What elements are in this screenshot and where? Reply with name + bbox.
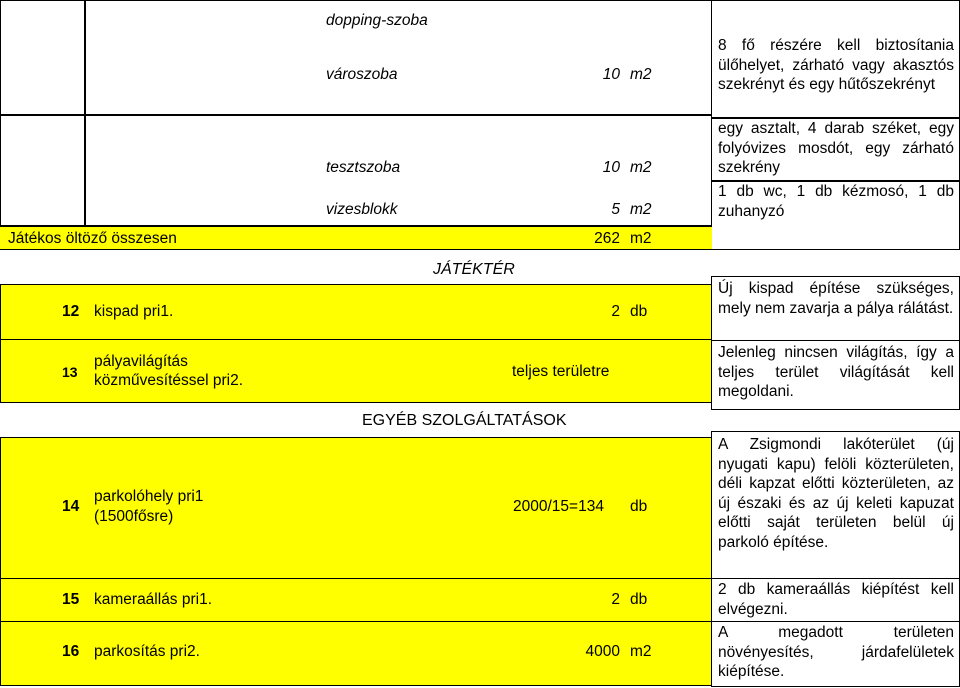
vizesblokk-unit: m2 <box>630 201 652 218</box>
section-egyeb: EGYÉB SZOLGÁLTATÁSOK <box>362 412 567 429</box>
vizesblokk-label: vizesblokk <box>326 201 398 218</box>
row-13-desc: Jelenleg nincsen világítás, így a teljes terület világítását kell megoldani. <box>718 344 954 400</box>
row-15-number: 15 <box>62 591 80 608</box>
tesztszoba-label: tesztszoba <box>326 159 401 176</box>
varoszoba-label: városzoba <box>326 66 398 83</box>
upper-desc-3: 1 db wc, 1 db kézmosó, 1 db zuhanyzó <box>718 183 954 220</box>
row-14-unit: db <box>630 498 648 515</box>
row-13-qty: teljes területre <box>512 363 610 380</box>
row-16-qty: 4000 <box>585 643 620 660</box>
total-label: Játékos öltöző összesen <box>8 230 177 247</box>
row-12-qty: 2 <box>611 303 620 320</box>
tesztszoba-unit: m2 <box>630 159 652 176</box>
row-13-number: 13 <box>62 364 78 380</box>
upper-desc-2: egy asztalt, 4 darab széket, egy folyóvizes mosdót, egy zárható szekrény <box>718 120 954 176</box>
row-12-desc: Új kispad építése szükséges, mely nem zavarja a pálya rálátást. <box>718 280 954 317</box>
varoszoba-qty: 10 <box>602 66 620 83</box>
row-14-desc: A Zsigmondi lakóterület (új nyugati kapu) felöli közterületen, déli kapzat előtti közterületen, az új északi és az új keleti kapuzat előtti saját területen belül új parkoló építése. <box>718 436 954 551</box>
row-14-name: parkolóhely pri1 (1500fősre) <box>94 488 204 525</box>
row-12-name: kispad pri1. <box>94 303 174 320</box>
row-12-unit: db <box>630 303 648 320</box>
varoszoba-unit: m2 <box>630 66 652 83</box>
row-15-unit: db <box>630 591 648 608</box>
upper-col-divider <box>84 0 86 226</box>
total-qty: 262 <box>594 230 620 247</box>
upper-desc-1: 8 fő részére kell biztosítania ülőhelyet, zárható vagy akasztós szekrényt és egy hűtőszekrényt <box>718 37 954 93</box>
row-15-name: kameraállás pri1. <box>94 591 213 608</box>
total-unit: m2 <box>630 230 652 247</box>
row-16-unit: m2 <box>630 643 652 660</box>
row-12-number: 12 <box>62 303 80 320</box>
upper-row-divider-1 <box>0 114 712 116</box>
row-14-qty: 2000/15=134 <box>513 498 604 515</box>
upper-left-box <box>0 0 712 226</box>
row-16-name: parkosítás pri2. <box>94 643 200 660</box>
tesztszoba-qty: 10 <box>602 159 620 176</box>
dopping-room-label: dopping-szoba <box>326 12 428 29</box>
section-egyeb-row <box>0 402 712 438</box>
vizesblokk-qty: 5 <box>611 201 620 218</box>
row-15-qty: 2 <box>611 591 620 608</box>
row-16-number: 16 <box>62 643 80 660</box>
row-15-desc: 2 db kameraállás kiépítést kell elvégezni. <box>718 581 954 618</box>
row-13-name: pályavilágítás közművesítéssel pri2. <box>94 353 244 389</box>
section-jatekter: JÁTÉKTÉR <box>433 261 515 278</box>
row-14-number: 14 <box>62 498 80 515</box>
row-16-desc: A megadott területen növényesítés, járdafelületek kiépítése. <box>718 624 954 680</box>
